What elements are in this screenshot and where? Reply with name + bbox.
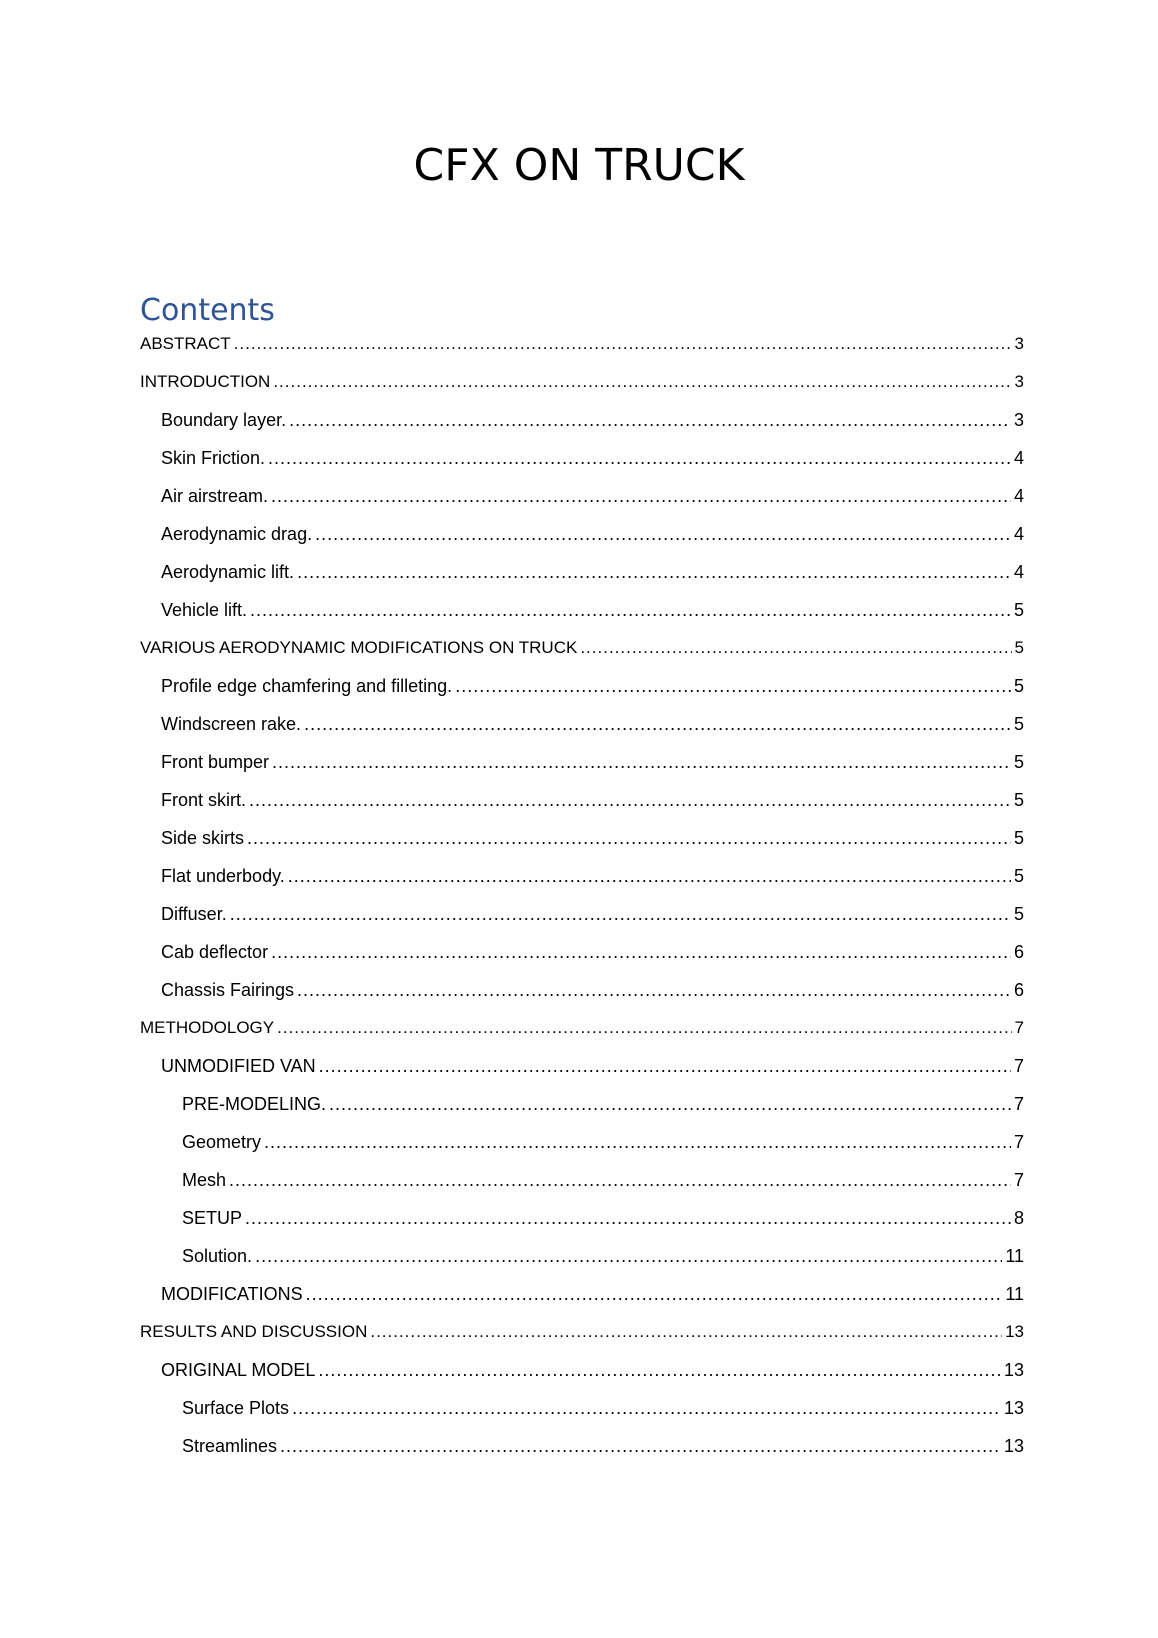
toc-entry-label: SETUP [182, 1208, 243, 1228]
toc-entry[interactable] [140, 1094, 1024, 1132]
toc-entry-label: Streamlines [182, 1436, 278, 1456]
toc-entry-label: PRE-MODELING. [182, 1094, 327, 1114]
toc-entry-label: Geometry [182, 1132, 262, 1152]
toc-entry-page-number: 5 [1013, 790, 1024, 810]
toc-entry[interactable] [140, 676, 1024, 714]
toc-entry-label: INTRODUCTION [140, 372, 271, 391]
document-title: CFX ON TRUCK [413, 140, 745, 191]
toc-entry-label: Surface Plots [182, 1398, 290, 1418]
toc-entry-page-number: 4 [1013, 562, 1024, 582]
toc-entry-page-number: 5 [1013, 676, 1024, 696]
toc-entry[interactable] [140, 1170, 1024, 1208]
toc-entry-page-number: 3 [1014, 372, 1024, 391]
toc-entry-label: UNMODIFIED VAN [161, 1056, 316, 1076]
toc-entry-page-number: 13 [1003, 1360, 1024, 1380]
toc-entry-page-number: 7 [1013, 1170, 1024, 1190]
toc-entry[interactable] [140, 334, 1024, 372]
toc-dot-leader [455, 676, 1011, 696]
toc-dot-leader [273, 372, 1011, 392]
toc-entry[interactable] [140, 1436, 1024, 1474]
toc-dot-leader [306, 1284, 1003, 1304]
toc-entry-page-number: 5 [1013, 904, 1024, 924]
toc-entry-label: Vehicle lift. [161, 600, 248, 620]
toc-entry-label: Mesh [182, 1170, 227, 1190]
toc-entry[interactable] [140, 448, 1024, 486]
toc-dot-leader [255, 1246, 1002, 1266]
toc-dot-leader [277, 1018, 1011, 1038]
toc-entry[interactable] [140, 1056, 1024, 1094]
toc-entry-page-number: 3 [1014, 334, 1024, 353]
toc-entry-label: Diffuser. [161, 904, 227, 924]
toc-dot-leader [234, 334, 1012, 354]
toc-entry-page-number: 5 [1013, 714, 1024, 734]
toc-entry[interactable] [140, 1284, 1024, 1322]
toc-dot-leader [315, 524, 1011, 544]
toc-entry-label: ABSTRACT [140, 334, 231, 353]
toc-dot-leader [229, 1170, 1011, 1190]
table-of-contents [140, 334, 1024, 1474]
toc-entry-page-number: 11 [1005, 1284, 1024, 1304]
toc-entry-label: RESULTS AND DISCUSSION [140, 1322, 368, 1341]
toc-entry-page-number: 6 [1013, 980, 1024, 1000]
toc-entry-label: Front skirt. [161, 790, 247, 810]
toc-entry-label: Profile edge chamfering and filleting. [161, 676, 453, 696]
toc-entry-label: Boundary layer. [161, 410, 287, 430]
toc-entry[interactable] [140, 1018, 1024, 1056]
toc-entry-page-number: 8 [1013, 1208, 1024, 1228]
toc-dot-leader [268, 448, 1011, 468]
toc-entry-page-number: 5 [1013, 600, 1024, 620]
toc-dot-leader [272, 752, 1011, 772]
toc-entry[interactable] [140, 1246, 1024, 1284]
toc-entry[interactable] [140, 562, 1024, 600]
toc-dot-leader [319, 1056, 1011, 1076]
toc-dot-leader [289, 410, 1011, 430]
toc-entry[interactable] [140, 372, 1024, 410]
toc-dot-leader [288, 866, 1011, 886]
toc-dot-leader [329, 1094, 1011, 1114]
toc-entry-page-number: 7 [1013, 1094, 1024, 1114]
toc-entry-label: Cab deflector [161, 942, 269, 962]
toc-dot-leader [292, 1398, 1001, 1418]
toc-dot-leader [250, 600, 1011, 620]
toc-entry[interactable] [140, 638, 1024, 676]
toc-entry-page-number: 7 [1013, 1132, 1024, 1152]
toc-entry[interactable] [140, 828, 1024, 866]
toc-entry-label: Aerodynamic drag. [161, 524, 313, 544]
toc-entry-page-number: 4 [1013, 486, 1024, 506]
toc-heading: Contents [140, 293, 275, 328]
toc-entry-label: Skin Friction. [161, 448, 266, 468]
toc-dot-leader [230, 904, 1011, 924]
toc-entry[interactable] [140, 904, 1024, 942]
toc-entry-page-number: 4 [1013, 524, 1024, 544]
toc-entry-page-number: 4 [1013, 448, 1024, 468]
toc-dot-leader [297, 562, 1011, 582]
toc-dot-leader [370, 1322, 1002, 1342]
toc-dot-leader [271, 942, 1011, 962]
toc-entry[interactable] [140, 486, 1024, 524]
toc-entry[interactable] [140, 1398, 1024, 1436]
toc-entry-page-number: 7 [1013, 1056, 1024, 1076]
toc-entry-label: Aerodynamic lift. [161, 562, 295, 582]
toc-entry[interactable] [140, 1132, 1024, 1170]
toc-entry-page-number: 7 [1014, 1018, 1024, 1037]
toc-entry[interactable] [140, 410, 1024, 448]
toc-entry-page-number: 6 [1013, 942, 1024, 962]
toc-entry-label: ORIGINAL MODEL [161, 1360, 316, 1380]
toc-entry-page-number: 11 [1005, 1246, 1024, 1266]
toc-entry-page-number: 5 [1014, 638, 1024, 657]
toc-entry[interactable] [140, 790, 1024, 828]
toc-entry[interactable] [140, 866, 1024, 904]
toc-entry-page-number: 5 [1013, 828, 1024, 848]
toc-entry-label: MODIFICATIONS [161, 1284, 303, 1304]
toc-entry-label: Windscreen rake. [161, 714, 302, 734]
toc-entry-page-number: 5 [1013, 866, 1024, 886]
toc-entry[interactable] [140, 524, 1024, 562]
toc-entry-label: Air airstream. [161, 486, 269, 506]
toc-dot-leader [280, 1436, 1001, 1456]
toc-dot-leader [271, 486, 1011, 506]
toc-entry[interactable] [140, 1360, 1024, 1398]
toc-entry[interactable] [140, 980, 1024, 1018]
toc-entry[interactable] [140, 1322, 1024, 1360]
toc-entry-label: VARIOUS AERODYNAMIC MODIFICATIONS ON TRUCK [140, 638, 578, 657]
toc-entry-page-number: 5 [1013, 752, 1024, 772]
toc-entry-label: Flat underbody. [161, 866, 285, 886]
toc-dot-leader [264, 1132, 1011, 1152]
toc-dot-leader [318, 1360, 1001, 1380]
toc-dot-leader [245, 1208, 1011, 1228]
toc-entry-page-number: 13 [1005, 1322, 1024, 1341]
toc-entry-label: Front bumper [161, 752, 270, 772]
toc-entry[interactable] [140, 600, 1024, 638]
toc-dot-leader [297, 980, 1011, 1000]
toc-dot-leader [304, 714, 1011, 734]
toc-entry[interactable] [140, 752, 1024, 790]
toc-entry[interactable] [140, 1208, 1024, 1246]
toc-dot-leader [247, 828, 1011, 848]
toc-dot-leader [580, 638, 1011, 658]
toc-entry[interactable] [140, 714, 1024, 752]
toc-entry-page-number: 13 [1003, 1436, 1024, 1456]
toc-entry-page-number: 13 [1003, 1398, 1024, 1418]
toc-entry-label: Solution. [182, 1246, 253, 1266]
toc-entry[interactable] [140, 942, 1024, 980]
toc-entry-label: Side skirts [161, 828, 245, 848]
toc-dot-leader [249, 790, 1011, 810]
toc-entry-label: METHODOLOGY [140, 1018, 275, 1037]
toc-entry-label: Chassis Fairings [161, 980, 295, 1000]
toc-entry-page-number: 3 [1013, 410, 1024, 430]
